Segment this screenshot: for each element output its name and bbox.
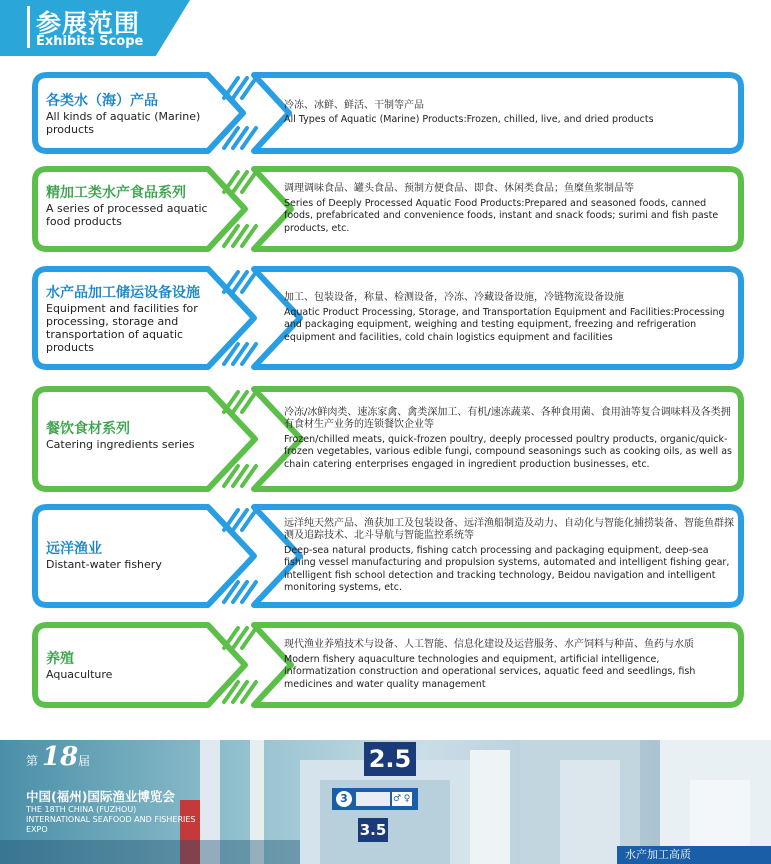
description-zh: 冷冻/冰鲜肉类、速冻家禽、禽类深加工、有机/速冻蔬菜、各种食用菌、食用油等复合调味料及各类拥有食材生产业务的连锁餐饮企业等: [284, 406, 731, 430]
description-en: Series of Deeply Processed Aquatic Food Products:Prepared and seasoned foods, canned foods, prefabricated and convenience foods, instant and snack foods; surimi and fish paste products, etc.: [284, 197, 719, 234]
banner-edition: 18: [42, 742, 79, 772]
category-card: [32, 386, 744, 492]
banner-title: 中国(福州)国际渔业博览会: [26, 789, 175, 804]
description-en: Modern fishery aquaculture technologies and equipment, artificial intelligence, informatization construction and operational services, aquatic feed and seedlings, fish medicines and water quality management: [284, 653, 696, 690]
category-description: [284, 183, 734, 235]
category-title-en: All kinds of aquatic (Marine) products: [46, 110, 201, 136]
description-zh: 远洋纯天然产品、渔获加工及包装设备、远洋渔船制造及动力、自动化与智能化捕捞装备、智能鱼群探测及追踪技术、北斗导航与智能监控系统等: [284, 517, 734, 541]
description-zh: 调理调味食品、罐头食品、预制方便食品、即食、休闲类食品；鱼糜鱼浆制品等: [284, 183, 634, 194]
description-zh: 现代渔业养殖技术与设备、人工智能、信息化建设及运营服务、水产饲料与种苗、鱼药与水质: [284, 639, 694, 650]
category-description: [284, 639, 734, 691]
category-title-zh: 各类水（海）产品: [46, 93, 158, 109]
hall-circle-number: 3: [336, 791, 352, 807]
header-bar: [27, 6, 30, 48]
description-en: All Types of Aquatic (Marine) Products:Frozen, chilled, live, and dried products: [284, 114, 654, 125]
description-zh: 冷冻、冰鲜、鲜活、干制等产品: [284, 99, 424, 111]
category-title-en: Equipment and facilities for processing, storage and transportation of aquatic products: [46, 302, 198, 354]
description-en: Aquatic Product Processing, Storage, and Transportation Equipment and Facilities:Processing and packaging equipment, weighing and testing equipment, freezing and refrigeration equipment and facilities, cold chain logistics equipment and facilities: [284, 306, 725, 343]
description-en: Frozen/chilled meats, quick-frozen poultry, deeply processed poultry products, organic/quick-frozen vegetables, various edible fungi, compound seasonings such as cooking oils, as well as chain catering enterprises engaged in ingredient production businesses, etc.: [284, 433, 732, 470]
page-title: 参展范围: [36, 9, 141, 38]
banner-prefix: 第: [26, 754, 39, 768]
category-title-zh: 养殖: [46, 651, 74, 667]
category-card: [32, 504, 744, 608]
category-card: [32, 266, 744, 370]
category-description: [284, 292, 734, 344]
category-description: [284, 518, 734, 595]
category-description: [284, 100, 734, 127]
category-title-zh: 远洋渔业: [46, 541, 102, 557]
category-title-en: Catering ingredients series: [46, 438, 195, 451]
category-description: [284, 407, 734, 472]
category-title-zh: 水产品加工储运设备设施: [46, 285, 200, 301]
description-zh: 加工、包装设备，称量、检测设备，冷冻、冷藏设备设施，冷链物流设备设施: [284, 292, 624, 303]
category-title-en: Distant-water fishery: [46, 558, 162, 571]
description-en: Deep-sea natural products, fishing catch processing and packaging equipment, deep-sea fishing vessel manufacturing and propulsion systems, automated and intelligent fishing gear, intelligent fish school detection and tracking technology, Beidou navigation and intelligent monitoring systems, etc.: [284, 544, 730, 593]
category-card: [32, 72, 744, 154]
sign-text-block: [356, 792, 390, 806]
category-card: [32, 622, 744, 708]
restroom-icon: ♂: [392, 794, 402, 804]
banner-suffix: 届: [78, 754, 91, 768]
zone-label: 水产加工高质: [617, 846, 771, 864]
page-subtitle: Exhibits Scope: [36, 34, 144, 49]
category-title-zh: 餐饮食材系列: [46, 421, 130, 437]
category-title-zh: 精加工类水产食品系列: [46, 185, 186, 201]
hall-sign-bottom: 3.5: [358, 818, 388, 842]
hall-direction-sign: [332, 788, 418, 810]
restroom-icon-female: ♀: [403, 794, 411, 804]
category-title-en: Aquaculture: [46, 668, 113, 681]
hall-sign-top: 2.5: [364, 742, 416, 776]
category-card: [32, 166, 744, 252]
banner-subtitle: THE 18TH CHINA (FUZHOU) INTERNATIONAL SEAFOOD AND FISHERIES EXPO: [26, 805, 196, 834]
category-title-en: A series of processed aquatic food products: [46, 202, 208, 228]
